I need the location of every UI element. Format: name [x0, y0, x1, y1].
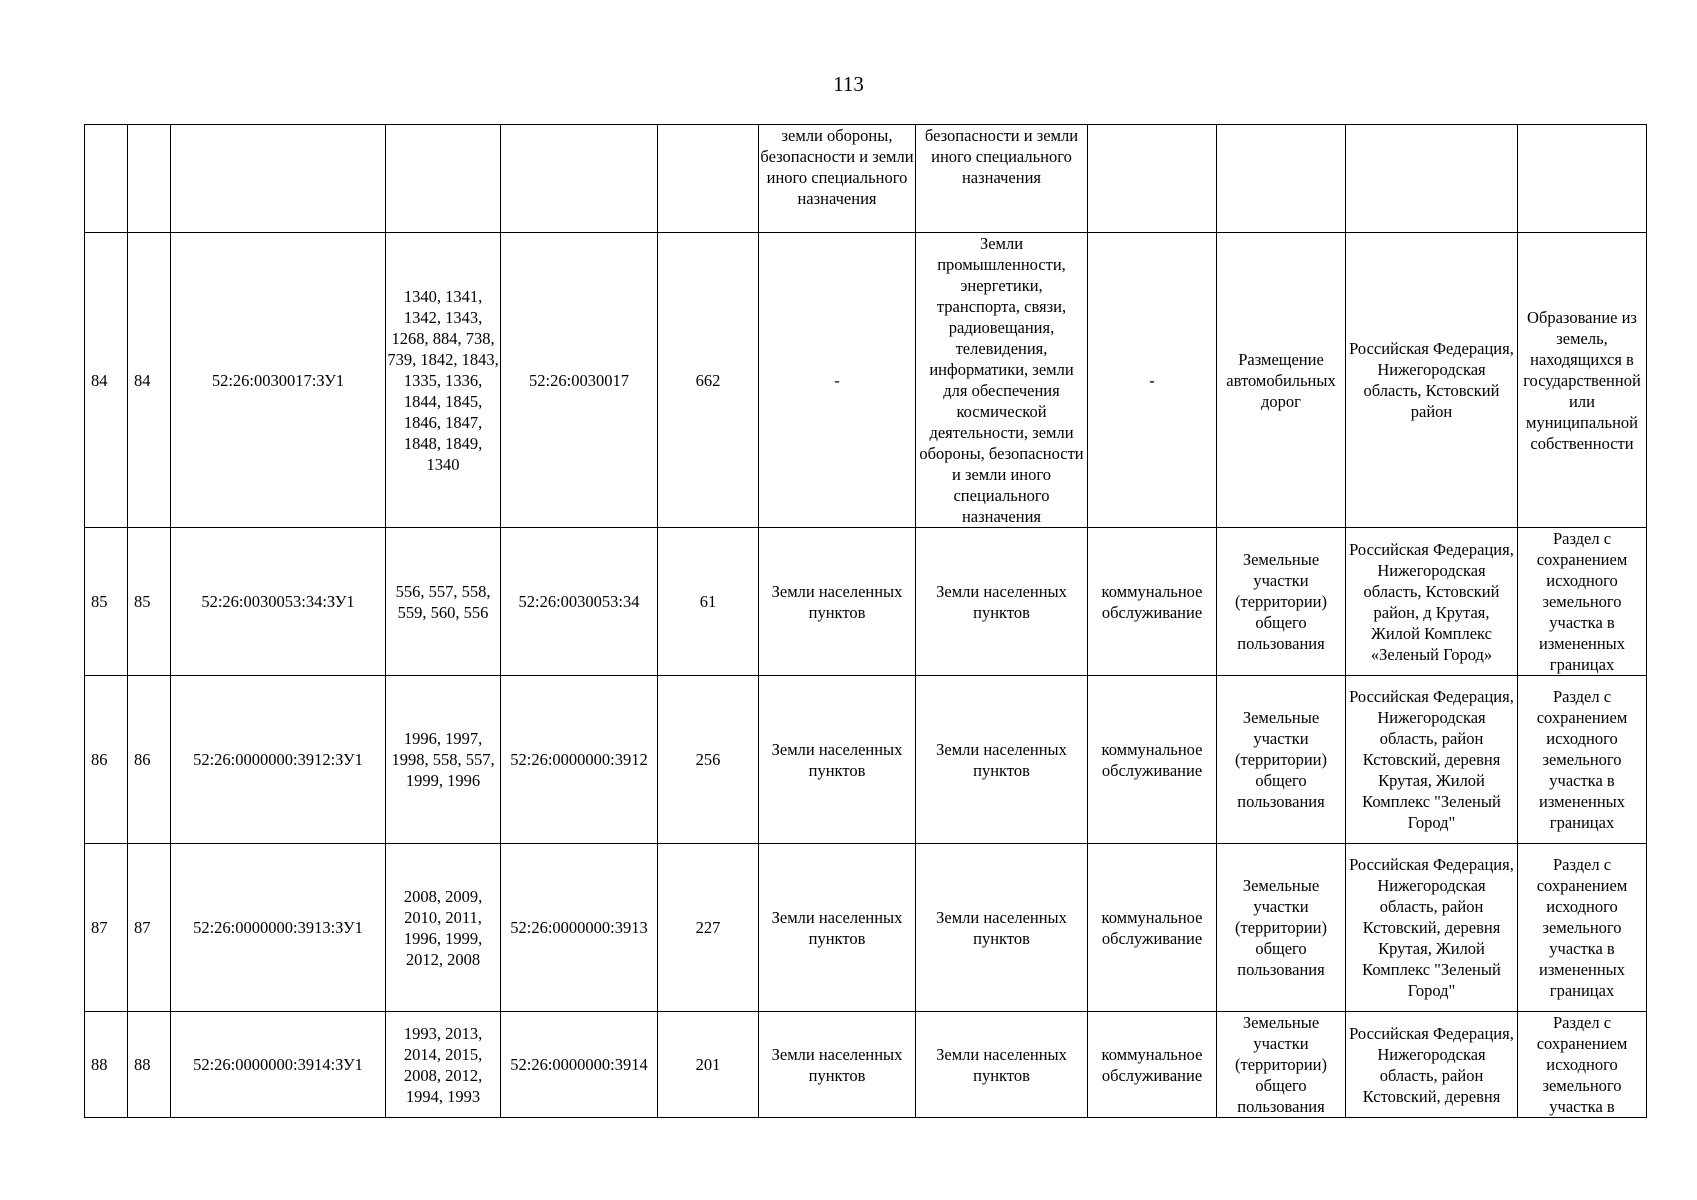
cadastral-number-cell: 52:26:0000000:3914 [501, 1012, 658, 1118]
formation-method-cell: Раздел с сохранением исходного земельного участка в измененных границах [1518, 528, 1647, 676]
category-planned-cell: Земли населенных пунктов [916, 528, 1088, 676]
use-planned-cell: Земельные участки (территории) общего пользования [1217, 1012, 1346, 1118]
area-cell: 227 [658, 844, 759, 1012]
row-number-cell: 88 [85, 1012, 128, 1118]
category-planned-cell: Земли населенных пунктов [916, 676, 1088, 844]
category-current-cell: земли обороны, безопасности и земли иного специального назначения [759, 125, 916, 233]
designation-cell: 52:26:0000000:3913:ЗУ1 [171, 844, 386, 1012]
page-number: 113 [833, 72, 864, 96]
address-cell: Российская Федерация, Нижегородская область, Кстовский район, д Крутая, Жилой Комплекс «Зеленый Город» [1346, 528, 1518, 676]
area-cell: 662 [658, 233, 759, 528]
row-number-cell: 85 [128, 528, 171, 676]
table-cell [386, 125, 501, 233]
category-current-cell: Земли населенных пунктов [759, 1012, 916, 1118]
use-current-cell: коммунальное обслуживание [1088, 1012, 1217, 1118]
table-row-continuation [85, 125, 1647, 233]
formation-method-cell: Раздел с сохранением исходного земельного участка в [1518, 1012, 1647, 1118]
category-current-cell: - [759, 233, 916, 528]
designation-cell: 52:26:0000000:3914:ЗУ1 [171, 1012, 386, 1118]
cadastral-number-cell: 52:26:0000000:3913 [501, 844, 658, 1012]
address-cell: Российская Федерация, Нижегородская область, Кстовский район [1346, 233, 1518, 528]
use-planned-cell: Земельные участки (территории) общего пользования [1217, 676, 1346, 844]
use-current-cell: коммунальное обслуживание [1088, 844, 1217, 1012]
designation-cell: 52:26:0030053:34:ЗУ1 [171, 528, 386, 676]
row-number-cell: 88 [128, 1012, 171, 1118]
use-planned-cell: Размещение автомобильных дорог [1217, 233, 1346, 528]
category-planned-cell: Земли населенных пунктов [916, 844, 1088, 1012]
address-cell: Российская Федерация, Нижегородская область, район Кстовский, деревня Крутая, Жилой Комплекс "Зеленый Город" [1346, 844, 1518, 1012]
category-current-cell: Земли населенных пунктов [759, 676, 916, 844]
category-planned-cell: безопасности и земли иного специального назначения [916, 125, 1088, 233]
use-planned-cell: Земельные участки (территории) общего пользования [1217, 844, 1346, 1012]
cadastral-number-cell: 52:26:0030053:34 [501, 528, 658, 676]
address-cell: Российская Федерация, Нижегородская область, район Кстовский, деревня [1346, 1012, 1518, 1118]
table-row [85, 844, 1647, 1012]
table-cell [501, 125, 658, 233]
table-cell [1518, 125, 1647, 233]
row-number-cell: 87 [128, 844, 171, 1012]
land-plots-table [84, 124, 1647, 1118]
formation-method-cell: Раздел с сохранением исходного земельного участка в измененных границах [1518, 676, 1647, 844]
row-number-cell: 86 [85, 676, 128, 844]
table-cell [128, 125, 171, 233]
table-cell [85, 125, 128, 233]
use-current-cell: - [1088, 233, 1217, 528]
row-number-cell: 84 [85, 233, 128, 528]
table-row [85, 676, 1647, 844]
category-current-cell: Земли населенных пунктов [759, 844, 916, 1012]
cadastral-number-cell: 52:26:0030017 [501, 233, 658, 528]
designation-cell: 52:26:0030017:ЗУ1 [171, 233, 386, 528]
points-cell: 2008, 2009, 2010, 2011, 1996, 1999, 2012, 2008 [386, 844, 501, 1012]
formation-method-cell: Образование из земель, находящихся в государственной или муниципальной собственности [1518, 233, 1647, 528]
points-cell: 1996, 1997, 1998, 558, 557, 1999, 1996 [386, 676, 501, 844]
table-row [85, 233, 1647, 528]
formation-method-cell: Раздел с сохранением исходного земельного участка в измененных границах [1518, 844, 1647, 1012]
table-cell [658, 125, 759, 233]
table-cell [1088, 125, 1217, 233]
row-number-cell: 85 [85, 528, 128, 676]
area-cell: 61 [658, 528, 759, 676]
table-row [85, 1012, 1647, 1118]
table-cell [171, 125, 386, 233]
category-current-cell: Земли населенных пунктов [759, 528, 916, 676]
cadastral-number-cell: 52:26:0000000:3912 [501, 676, 658, 844]
row-number-cell: 87 [85, 844, 128, 1012]
use-current-cell: коммунальное обслуживание [1088, 676, 1217, 844]
points-cell: 556, 557, 558, 559, 560, 556 [386, 528, 501, 676]
points-cell: 1340, 1341, 1342, 1343, 1268, 884, 738, 739, 1842, 1843, 1335, 1336, 1844, 1845, 1846, 1847, 1848, 1849, 1340 [386, 233, 501, 528]
use-current-cell: коммунальное обслуживание [1088, 528, 1217, 676]
table-row [85, 528, 1647, 676]
area-cell: 256 [658, 676, 759, 844]
table-cell [1217, 125, 1346, 233]
area-cell: 201 [658, 1012, 759, 1118]
category-planned-cell: Земли населенных пунктов [916, 1012, 1088, 1118]
address-cell: Российская Федерация, Нижегородская область, район Кстовский, деревня Крутая, Жилой Комплекс "Зеленый Город" [1346, 676, 1518, 844]
points-cell: 1993, 2013, 2014, 2015, 2008, 2012, 1994, 1993 [386, 1012, 501, 1118]
row-number-cell: 84 [128, 233, 171, 528]
use-planned-cell: Земельные участки (территории) общего пользования [1217, 528, 1346, 676]
table-cell [1346, 125, 1518, 233]
category-planned-cell: Земли промышленности, энергетики, транспорта, связи, радиовещания, телевидения, информатики, земли для обеспечения космической деятельности, земли обороны, безопасности и земли иного специального назначения [916, 233, 1088, 528]
row-number-cell: 86 [128, 676, 171, 844]
designation-cell: 52:26:0000000:3912:ЗУ1 [171, 676, 386, 844]
